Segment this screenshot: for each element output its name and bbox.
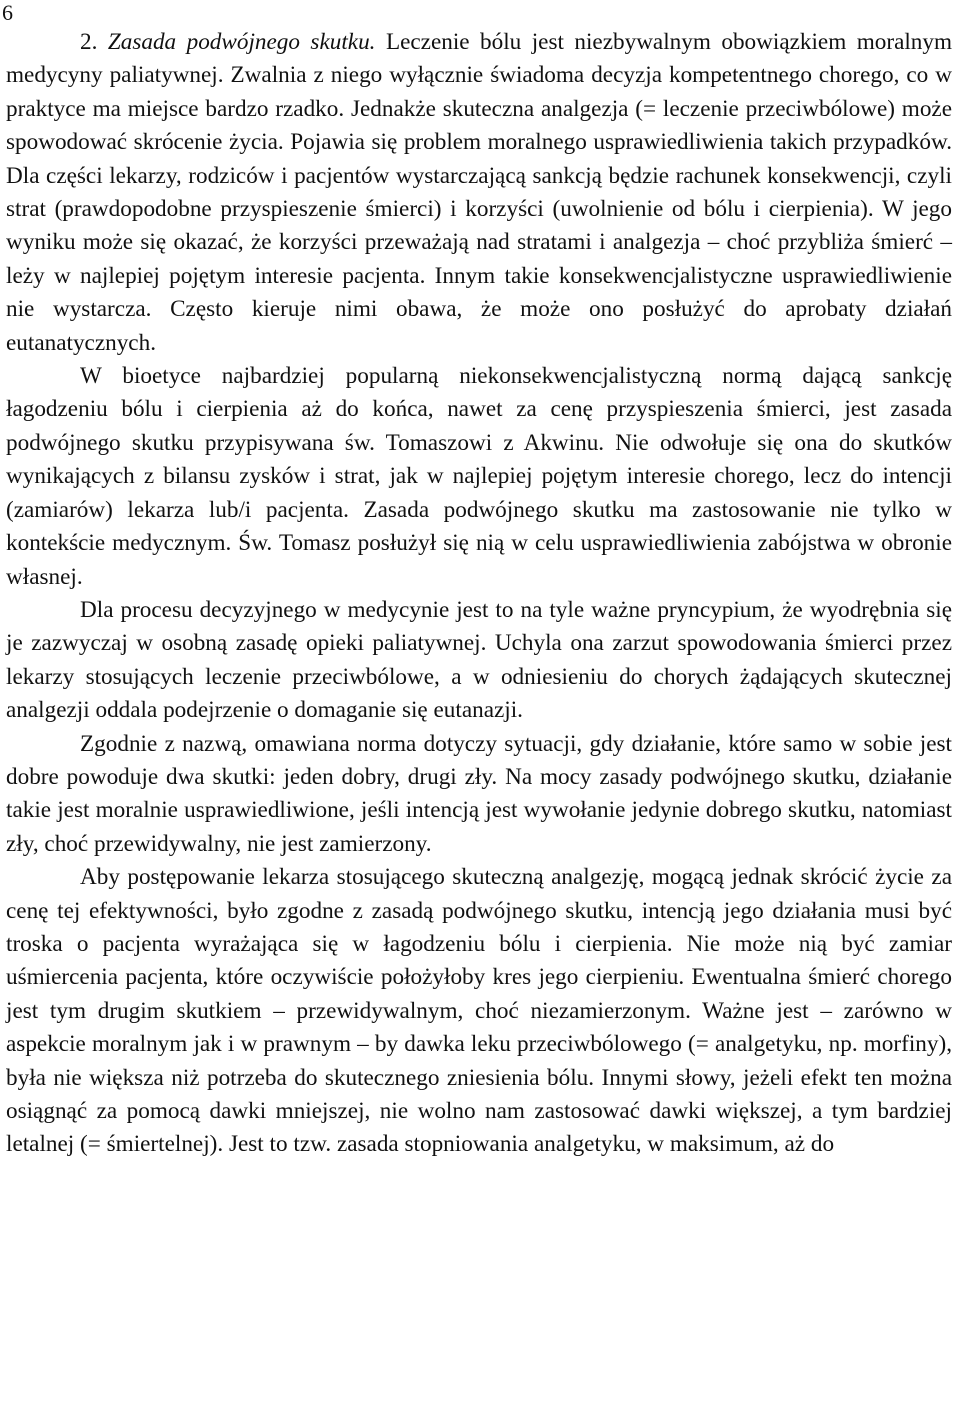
section-title: Zasada podwójnego skutku. — [107, 29, 376, 55]
paragraph-1 — [6, 26, 952, 360]
page-number: 6 — [2, 0, 13, 25]
section-number: 2. — [80, 29, 98, 55]
paragraph-4: Zgodnie z nazwą, omawiana norma dotyczy sytuacji, gdy działanie, które samo w sobie jest dobre powoduje dwa skutki: jeden dobry, drugi zły. Na mocy zasady podwójnego skutku, działanie takie jest moralnie usprawiedliwione, jeśli intencją jest wywołanie jedynie dobrego skutku, natomiast zły, choć przewidywalny, nie jest zamierzony. — [6, 730, 952, 857]
paragraph-3: Dla procesu decyzyjnego w medycynie jest to na tyle ważne pryncypium, że wyodrębnia się je zazwyczaj w osobną zasadę opieki paliatywnej. Uchyla ona zarzut spowodowania śmierci przez lekarzy stosujących leczenie przeciwbólowe, a w odniesieniu do chorych żądających skutecznej analgezji oddala podejrzenie o domaganie się eutanazji. — [6, 596, 952, 724]
paragraph-text: Leczenie bólu jest niezbywalnym obowiązkiem moralnym medycyny paliatywnej. Zwalnia z niego wyłącznie świadoma decyzja kompetentnego chorego, co w praktyce ma miejsce bardzo rzadko. Jednakże skuteczna analgezja (= leczenie przeciwbólowe) może spowodować skrócenie życia. Pojawia się problem moralnego usprawiedliwienia takich przypadków. Dla części lekarzy, rodziców i pacjentów wystarczającą sankcją będzie rachunek konsekwencji, czyli strat (prawdopodobne przyspieszenie śmierci) i korzyści (uwolnienie od bólu i cierpienia). W jego wyniku może się okazać, że korzyści przeważają nad stratami i analgezja – choć przybliża śmierć – leży w najlepiej pojętym interesie pacjenta. Innym takie konsekwencjalistyczne usprawiedliwienie nie wystarcza. Często kieruje nimi obawa, że może ono posłużyć do aprobaty działań eutanatycznych. — [6, 29, 953, 356]
paragraph-5: Aby postępowanie lekarza stosującego skuteczną analgezję, mogącą jednak skrócić życie za cenę tej efektywności, było zgodne z zasadą podwójnego skutku, intencją jego działania musi być troska o pacjenta wyrażająca się w łagodzeniu bólu i cierpienia. Nie może nią być zamiar uśmiercenia pacjenta, które oczywiście położyłoby kres jego cierpieniu. Ewentualna śmierć chorego jest tym drugim skutkiem – przewidywalnym, choć niezamierzonym. Ważne jest – zarówno w aspekcie moralnym jak i w prawnym – by dawka leku przeciwbólowego (= analgetyku, np. morfiny), była nie większa niż potrzeba do skutecznego zniesienia bólu. Innymi słowy, jeżeli efekt ten można osiągnąć za pomocą dawki mniejszej, nie wolno nam zastosować dawki większej, a tym bardziej letalnej (= śmiertelnej). Jest to tzw. zasada stopniowania analgetyku, w maksimum, aż do — [6, 864, 952, 1158]
document-body — [6, 26, 952, 1162]
paragraph-2: W bioetyce najbardziej popularną niekonsekwencjalistyczną normą dającą sankcję łagodzeniu bólu i cierpienia aż do końca, nawet za cenę przyspieszenia śmierci, jest zasada podwójnego skutku przypisywana św. Tomaszowi z Akwinu. Nie odwołuje się ona do skutków wynikających z bilansu zysków i strat, jak w najlepiej pojętym interesie chorego, lecz do intencji (zamiarów) lekarza lub/i pacjenta. Zasada podwójnego skutku ma zastosowanie nie tylko w kontekście medycznym. Św. Tomasz posłużył się nią w celu usprawiedliwienia zabójstwa w obronie własnej. — [6, 363, 952, 590]
